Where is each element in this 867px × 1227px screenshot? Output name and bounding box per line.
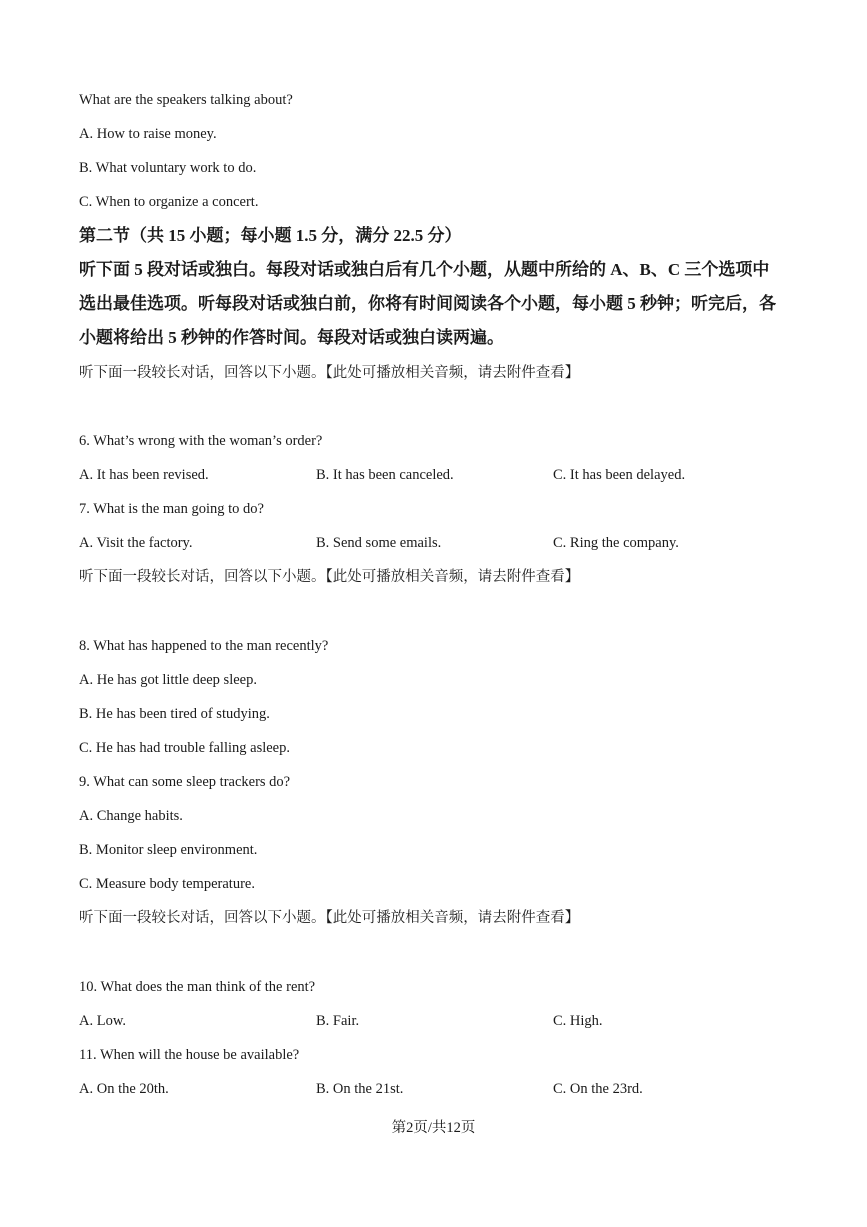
- option-a: A. On the 20th.: [79, 1081, 169, 1097]
- question-stem: 11. When will the house be available?: [79, 1047, 300, 1063]
- option-b: B. Fair.: [316, 1013, 360, 1029]
- option-c: C. Ring the company.: [553, 535, 679, 551]
- option-b: B. What voluntary work to do.: [79, 160, 257, 176]
- option-c: C. He has had trouble falling asleep.: [79, 740, 290, 756]
- option-a: A. Visit the factory.: [79, 535, 193, 551]
- option-a: A. Low.: [79, 1013, 126, 1029]
- instruction-line: 选出最佳选项。听每段对话或独白前，你将有时间阅读各个小题，每小题 5 秒钟；听完后，各: [79, 294, 776, 313]
- instruction-line: 听下面 5 段对话或独白。每段对话或独白后有几个小题，从题中所给的 A、B、C 三个选项中: [79, 260, 770, 279]
- question-stem: 10. What does the man think of the rent?: [79, 979, 316, 995]
- option-b: B. On the 21st.: [316, 1081, 404, 1097]
- question-stem: 8. What has happened to the man recently?: [79, 638, 329, 654]
- audio-note: 听下面一段较长对话，回答以下小题。【此处可播放相关音频，请去附件查看】: [79, 569, 580, 585]
- option-a: A. How to raise money.: [79, 126, 217, 142]
- option-c: C. High.: [553, 1013, 603, 1029]
- question-stem: What are the speakers talking about?: [79, 92, 293, 108]
- audio-note: 听下面一段较长对话，回答以下小题。【此处可播放相关音频，请去附件查看】: [79, 910, 580, 926]
- question-stem: 9. What can some sleep trackers do?: [79, 774, 291, 790]
- option-c: C. Measure body temperature.: [79, 876, 255, 892]
- instruction-line: 小题将给出 5 秒钟的作答时间。每段对话或独白读两遍。: [79, 328, 504, 347]
- option-b: B. He has been tired of studying.: [79, 706, 270, 722]
- options-row: [79, 466, 799, 484]
- question-stem: 7. What is the man going to do?: [79, 501, 264, 517]
- section-heading: 第二节（共 15 小题；每小题 1.5 分，满分 22.5 分）: [79, 226, 462, 245]
- option-a: A. Change habits.: [79, 808, 183, 824]
- page-number: 第2页/共12页: [391, 1120, 476, 1136]
- option-b: B. Send some emails.: [316, 535, 442, 551]
- option-b: B. It has been canceled.: [316, 467, 454, 483]
- options-row: [79, 1080, 799, 1098]
- option-c: C. On the 23rd.: [553, 1081, 643, 1097]
- options-row: [79, 1012, 799, 1030]
- option-c: C. When to organize a concert.: [79, 194, 259, 210]
- option-b: B. Monitor sleep environment.: [79, 842, 258, 858]
- option-a: A. It has been revised.: [79, 467, 209, 483]
- question-stem: 6. What’s wrong with the woman’s order?: [79, 433, 323, 449]
- option-a: A. He has got little deep sleep.: [79, 672, 257, 688]
- options-row: [79, 534, 799, 552]
- option-c: C. It has been delayed.: [553, 467, 686, 483]
- audio-note: 听下面一段较长对话，回答以下小题。【此处可播放相关音频，请去附件查看】: [79, 365, 580, 381]
